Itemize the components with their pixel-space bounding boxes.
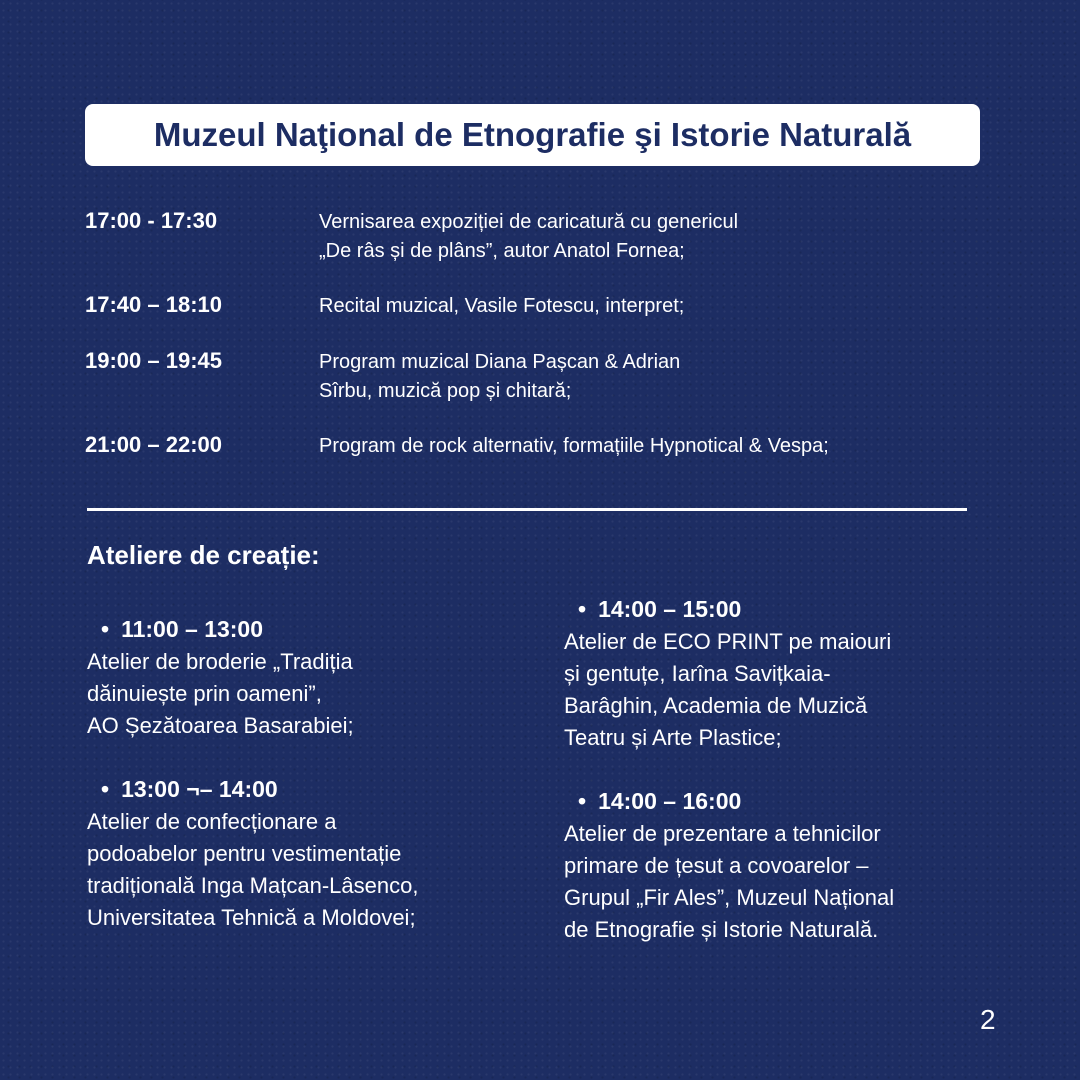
bullet-icon: • [101, 616, 110, 642]
workshop-time: • 14:00 – 15:00 [578, 596, 742, 622]
workshop-item [87, 614, 507, 742]
title-banner [85, 104, 980, 166]
workshop-description: Atelier de broderie „Tradiția dăinuiește prin oameni”, AO Șezătoarea Basarabiei; [87, 649, 354, 738]
schedule-time: 19:00 – 19:45 [85, 348, 222, 373]
workshop-item [87, 774, 507, 934]
workshop-time: • 11:00 – 13:00 [101, 616, 264, 642]
section-divider [87, 508, 967, 511]
page-title: Muzeul Naţional de Etnografie şi Istorie Naturală [153, 116, 912, 153]
schedule-description: Program muzical Diana Pașcan & Adrian Sîrbu, muzică pop și chitară; [319, 351, 681, 402]
workshop-item [564, 786, 984, 946]
workshop-time: • 13:00 ¬– 14:00 [101, 776, 278, 802]
workshop-description: Atelier de confecționare a podoabelor pentru vestimentație tradițională Inga Mațcan-Lâsenco, Universitatea Tehnică a Moldovei; [87, 809, 419, 930]
schedule-time: 17:00 - 17:30 [85, 208, 218, 233]
schedule-time: 17:40 – 18:10 [85, 292, 222, 317]
schedule-description: Vernisarea expoziției de caricatură cu genericul „De râs și de plâns”, autor Anatol Fornea; [319, 211, 739, 262]
schedule-description: Program de rock alternativ, formațiile Hypnotical & Vespa; [319, 435, 829, 457]
workshop-item [564, 594, 984, 754]
workshop-description: Atelier de prezentare a tehnicilor primare de țesut a covoarelor – Grupul „Fir Ales”, Muzeul Național de Etnografie și Istorie Naturală. [564, 821, 895, 942]
bullet-icon: • [578, 596, 587, 622]
schedule-time: 21:00 – 22:00 [85, 432, 222, 457]
workshops-heading: Ateliere de creație: [87, 540, 320, 570]
schedule-description: Recital muzical, Vasile Fotescu, interpret; [319, 295, 685, 317]
bullet-icon: • [578, 788, 587, 814]
workshop-description: Atelier de ECO PRINT pe maiouri și gentuțe, Iarîna Savițkaia- Barâghin, Academia de Muzică Teatru și Arte Plastice; [564, 629, 892, 750]
bullet-icon: • [101, 776, 110, 802]
page-number: 2 [980, 1004, 996, 1035]
workshop-time: • 14:00 – 16:00 [578, 788, 742, 814]
